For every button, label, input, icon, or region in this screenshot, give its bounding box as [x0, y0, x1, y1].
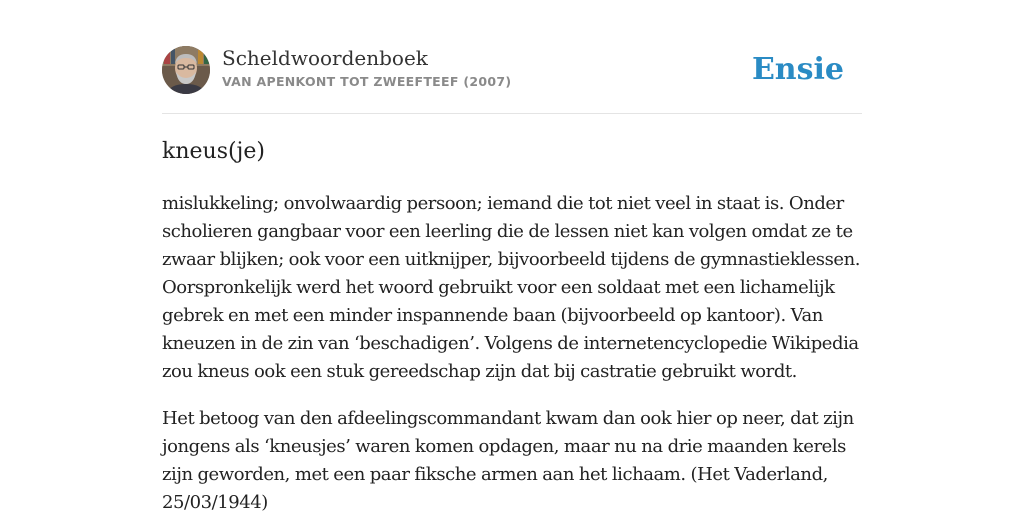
ensie-logo[interactable]: Ensie — [751, 52, 844, 87]
entry-definition: mislukkeling; onvolwaardig persoon; iemand die tot niet veel in staat is. Onder scholieren gangbaar voor een leerling die de lessen niet kan volgen omdat ze te zwaar blijken; ook voor een uitknijper, bijvoorbeeld tijdens de gymnastieklessen. Oorspronkelijk werd het woord gebruikt voor een soldaat met een lichamelijk gebrek en met een minder inspannende baan (bijvoorbeeld op kantoor). Van kneuzen in de zin van ‘beschadigen’. Volgens de internetencyclopedie Wikipedia zou kneus ook een stuk gereedschap zijn dat bij castratie gebruikt wordt. — [162, 193, 860, 382]
author-portrait-icon — [162, 46, 210, 94]
book-title[interactable]: Scheldwoordenboek — [222, 46, 428, 70]
author-avatar[interactable] — [162, 46, 210, 94]
entry-header — [162, 46, 862, 96]
book-subtitle: VAN APENKONT TOT ZWEEFTEEF (2007) — [222, 74, 512, 89]
entry-quote: Het betoog van den afdeelingscommandant kwam dan ook hier op neer, dat zijn jongens als ‘kneusjes’ waren komen opdagen, maar nu na drie maanden kerels zijn geworden, met een paar fiksche armen aan het lichaam. (Het Vaderland, 25/03/1944) — [162, 408, 854, 512]
header-divider — [162, 113, 862, 114]
entry-page — [162, 0, 862, 512]
entry-headword: kneus(je) — [162, 139, 265, 164]
